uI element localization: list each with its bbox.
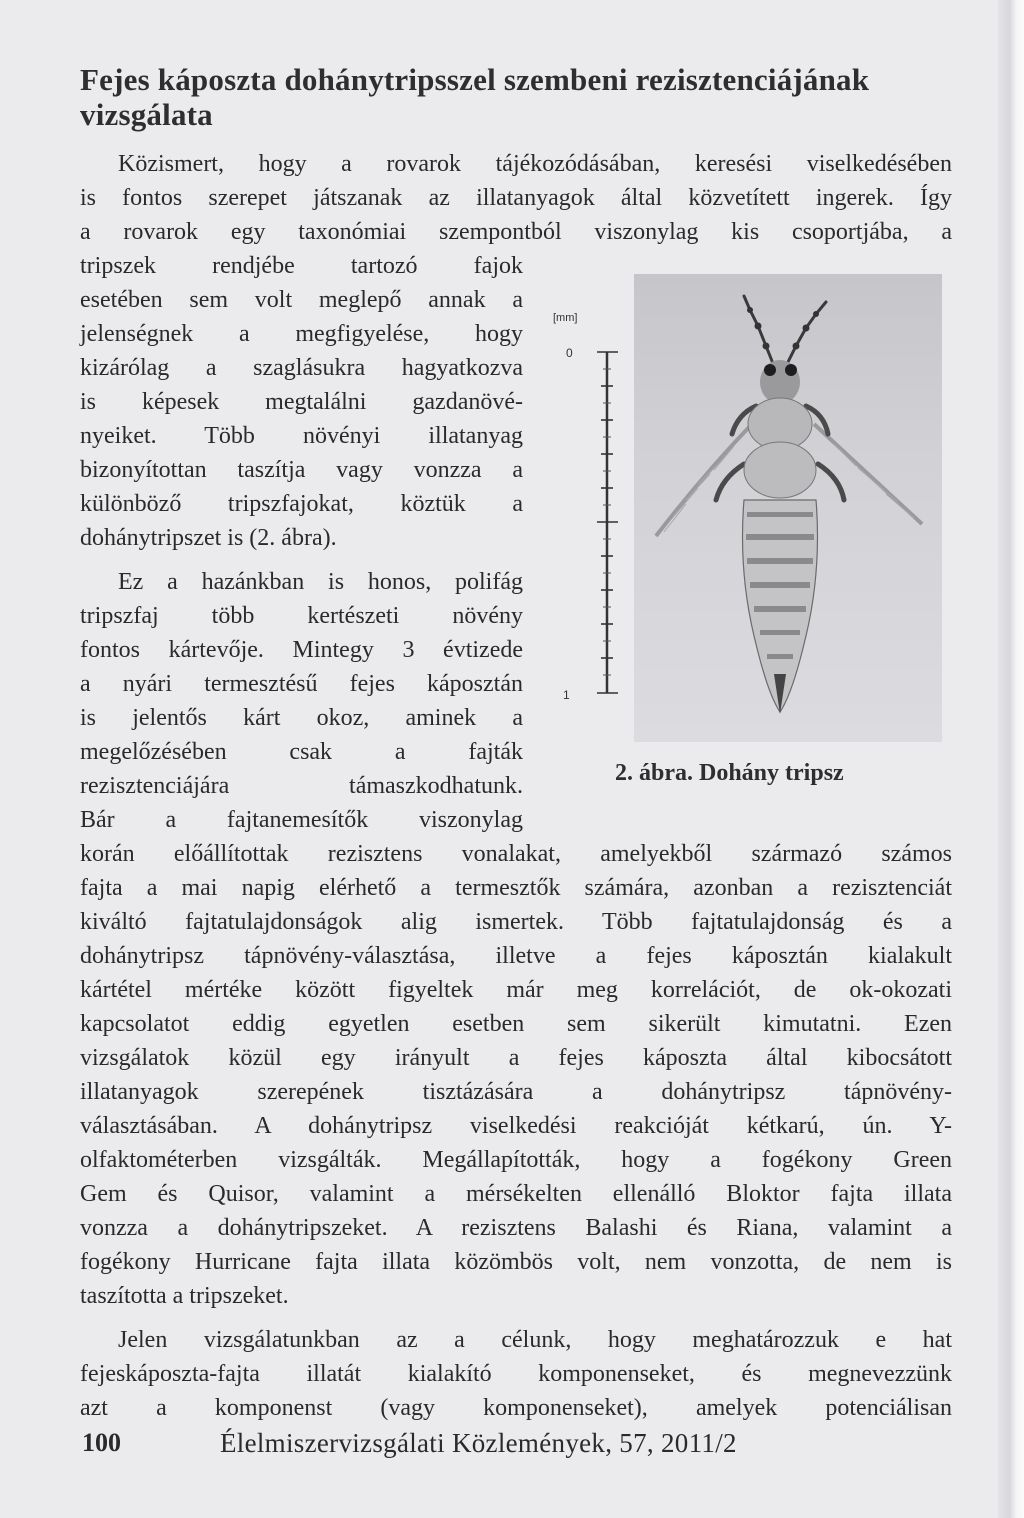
text-line: tripszfaj több kertészeti növény <box>80 603 523 629</box>
thrips-photo <box>634 274 942 742</box>
scale-unit-label: [mm] <box>553 312 578 324</box>
text-line: kapcsolatot eddig egyetlen esetben sem sikerült kimutatni. Ezen <box>80 1011 952 1037</box>
journal-citation: Élelmiszervizsgálati Közlemények, 57, 2011/2 <box>220 1428 737 1458</box>
text-line: kizárólag a szaglásukra hagyatkozva <box>80 355 523 381</box>
page-number: 100 <box>82 1428 121 1457</box>
text-line: bizonyítottan taszítja vagy vonzza a <box>80 457 523 483</box>
text-line: választásában. A dohánytripsz viselkedési reakcióját kétkarú, ún. Y- <box>80 1113 952 1139</box>
text-line: megelőzésében csak a fajták <box>80 739 523 765</box>
text-line: dohánytripszet is (2. ábra). <box>80 525 337 551</box>
text-line: fogékony Hurricane fajta illata közömbös volt, nem vonzotta, de nem is <box>80 1249 952 1275</box>
text-line: korán előállítottak rezisztens vonalakat, amelyekből származó számos <box>80 841 952 867</box>
text-line: fontos kártevője. Mintegy 3 évtizede <box>80 637 523 663</box>
text-line: rezisztenciájára támaszkodhatunk. <box>80 773 523 799</box>
text-line: vizsgálatok közül egy irányult a fejes káposzta által kibocsátott <box>80 1045 952 1071</box>
text-line: Közismert, hogy a rovarok tájékozódásában, keresési viselkedésében <box>118 151 952 177</box>
text-line: is fontos szerepet játszanak az illatanyagok által közvetített ingerek. Így <box>80 185 952 211</box>
text-line: is jelentős kárt okoz, aminek a <box>80 705 523 731</box>
text-line: vonzza a dohánytripszeket. A rezisztens Balashi és Riana, valamint a <box>80 1215 952 1241</box>
text-line: olfaktométerben vizsgálták. Megállapították, hogy a fogékony Green <box>80 1147 952 1173</box>
text-line: Ez a hazánkban is honos, polifág <box>118 569 523 595</box>
text-line: különböző tripszfajokat, köztük a <box>80 491 523 517</box>
text-line: taszította a tripszeket. <box>80 1283 289 1309</box>
scale-start-label: 0 <box>566 346 573 360</box>
text-line: dohánytripsz tápnövény-választása, illetve a fejes káposztán kialakult <box>80 943 952 969</box>
text-line: a nyári termesztésű fejes káposztán <box>80 671 523 697</box>
thrips-illustration <box>634 274 942 742</box>
text-line: Jelen vizsgálatunkban az a célunk, hogy meghatározzuk e hat <box>118 1327 952 1353</box>
page-edge <box>998 0 1024 1518</box>
figure-caption: 2. ábra. Dohány tripsz <box>615 760 844 786</box>
text-line: nyeiket. Több növényi illatanyag <box>80 423 523 449</box>
text-line: fejeskáposzta-fajta illatát kialakító komponenseket, és megnevezzünk <box>80 1361 952 1387</box>
text-line: a rovarok egy taxonómiai szempontból viszonylag kis csoportjába, a <box>80 219 952 245</box>
text-line: azt a komponenst (vagy komponenseket), amelyek potenciálisan <box>80 1395 952 1421</box>
text-line: Bár a fajtanemesítők viszonylag <box>80 807 523 833</box>
text-line: kártétel mértéke között figyeltek már meg korrelációt, de ok-okozati <box>80 977 952 1003</box>
text-line: jelenségnek a megfigyelése, hogy <box>80 321 523 347</box>
text-line: illatanyagok szerepének tisztázására a dohánytripsz tápnövény- <box>80 1079 952 1105</box>
scale-end-label: 1 <box>563 688 570 702</box>
scale-bar <box>592 348 622 696</box>
text-line: fajta a mai napig elérhető a termesztők számára, azonban a rezisztenciát <box>80 875 952 901</box>
text-line: esetében sem volt meglepő annak a <box>80 287 523 313</box>
text-line: kiváltó fajtatulajdonságok alig ismertek. Több fajtatulajdonság és a <box>80 909 952 935</box>
text-line: is képesek megtalálni gazdanövé- <box>80 389 523 415</box>
text-line: Gem és Quisor, valamint a mérsékelten ellenálló Bloktor fajta illata <box>80 1181 952 1207</box>
article-title: Fejes káposzta dohánytripsszel szembeni rezisztenciájának vizsgálata <box>80 62 870 132</box>
text-line: tripszek rendjébe tartozó fajok <box>80 253 523 279</box>
